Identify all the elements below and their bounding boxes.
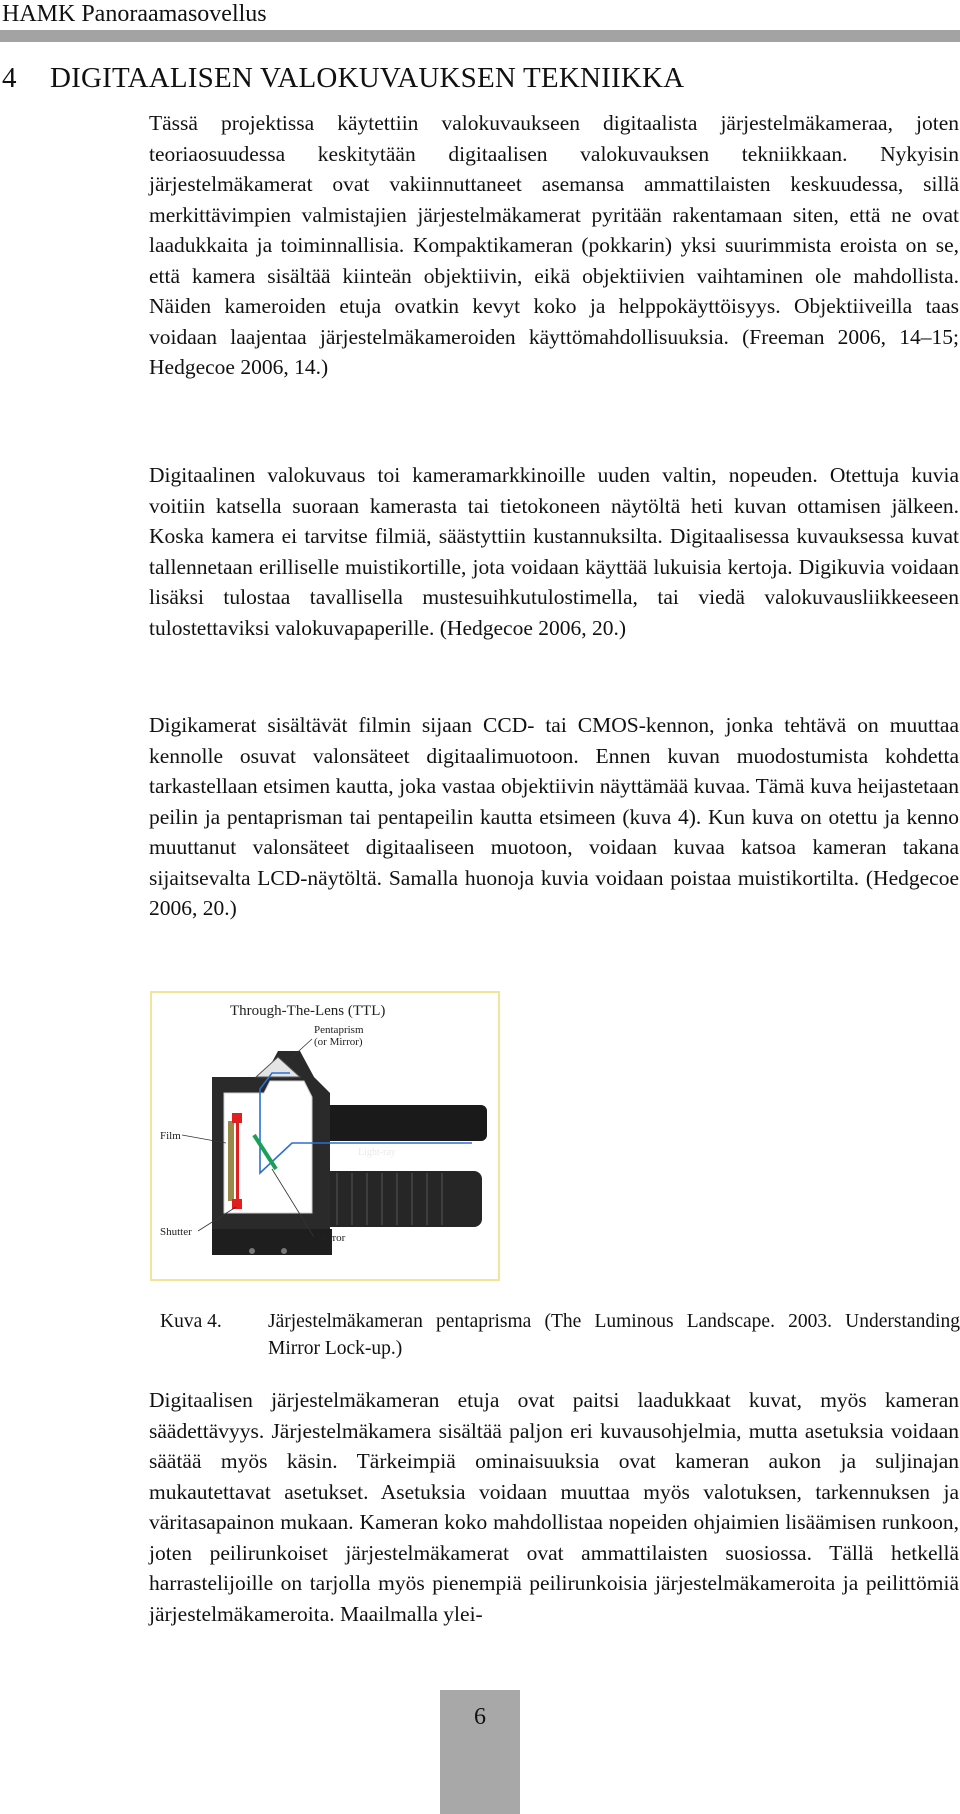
- caption-label: Kuva 4.: [160, 1311, 222, 1332]
- lens-barrel: [322, 1171, 482, 1227]
- camera-grip: [212, 1229, 332, 1255]
- film-element: [228, 1121, 234, 1201]
- document-title: HAMK Panoraamasovellus: [2, 1, 267, 27]
- paragraph-2: Digitaalinen valokuvaus toi kameramarkkinoille uuden valtin, nopeuden. Otettuja kuvia voitiin katsella suoraan kamerasta tai tietokoneen näytöltä heti kuvan ottamisen jälkeen. Koska kamera ei tarvitse filmiä, säästyttiin kustannuksilta. Digitaalisessa kuvauksessa kuvat tallennetaan erilliselle muistikortille, jota voidaan käyttää lukuisia kertoja. Digikuvia voidaan lisäksi tulostaa tavallisella mustesuihkutulostimella, tai viedä valokuvausliikkeeseen tulostettaviksi valokuvapaperille. (Hedgecoe 2006, 20.): [149, 463, 959, 640]
- shutter-element: [236, 1117, 239, 1205]
- label-light-ray: Light-ray: [358, 1147, 396, 1158]
- label-shutter: Shutter: [160, 1226, 192, 1238]
- camera-diagram: [152, 993, 498, 1279]
- caption-text: Järjestelmäkameran pentaprisma (The Luminous Landscape. 2003. Understanding Mirror Lock-up.): [268, 1311, 960, 1359]
- header-rule: [0, 30, 960, 42]
- label-mirror: Mirror: [316, 1232, 346, 1244]
- page-number: 6: [474, 1704, 486, 1730]
- paragraph-3: Digikamerat sisältävät filmin sijaan CCD- tai CMOS-kennon, jonka tehtävä on muuttaa kennolle osuvat valonsäteet digitaalimuotoon. Ennen kuvan muodostumista kohdetta tarkastellaan etsimen kautta, joka vastaa objektiivin näyttämää kuvaa. Tämä kuva heijastetaan peilin ja pentaprisman tai pentapeilin kautta etsimeen (kuva 4). Kun kuva on otettu ja kenno muuttanut valonsäteet digitaaliseen muotoon, voidaan kuvaa katsoa kameran takana sijaitsevalta LCD-näytöltä. Samalla huonoja kuvia voidaan poistaa muistikortilta. (Hedgecoe 2006, 20.): [149, 713, 959, 920]
- chapter-title: DIGITAALISEN VALOKUVAUKSEN TEKNIIKKA: [50, 62, 685, 94]
- label-film: Film: [160, 1130, 181, 1142]
- ttl-camera-figure: [150, 991, 500, 1281]
- lens-front: [317, 1105, 487, 1141]
- paragraph-4: Digitaalisen järjestelmäkameran etuja ovat paitsi laadukkaat kuvat, myös kameran säädettävyys. Järjestelmäkamera sisältää paljon eri kuvausohjelmia, mutta asetuksia voidaan säätää myös käsin. Tärkeimpiä ominaisuuksia ovat kameran aukon ja suljinajan mukautettavat asetukset. Asetuksia voidaan muuttaa myös valotuksen, tarkennuksen ja väritasapainon mukaan. Kameran koko mahdollistaa nopeiden ohjaimien lisäämisen runkoon, joten peilirunkoiset järjestelmäkamerat ovat ammattilaisten suosiossa. Tällä hetkellä harrastelijoille on tarjolla myös pienempiä peilirunkoisia järjestelmäkameroita ja peilittömiä järjestelmäkameroita. Maailmalla ylei-: [149, 1388, 959, 1626]
- page-header: [0, 0, 960, 44]
- page-number-box: [440, 1690, 520, 1814]
- paragraph-1: Tässä projektissa käytettiin valokuvaukseen digitaalista järjestelmäkameraa, joten teoriaosuudessa keskitytään digitaalisen valokuvauksen tekniikkaan. Nykyisin järjestelmäkamerat ovat vakiinnuttaneet asemansa ammattilaisten keskuudessa, sillä merkittävimpien valmistajien järjestelmäkamerat pyritään rakentamaan siten, että ne ovat laadukkaita ja toiminnallisia. Kompaktikameran (pokkarin) yksi suurimmista eroista on se, että kamera sisältää kiinteän objektiivin, eikä objektiivien vaihtaminen ole mahdollista. Näiden kameroiden etuja ovatkin kevyt koko ja helppokäyttöisyys. Objektiiveilla taas voidaan laajentaa järjestelmäkameroiden käyttömahdollisuuksia. (Freeman 2006, 14–15; Hedgecoe 2006, 14.): [149, 111, 959, 379]
- chapter-heading: [2, 60, 684, 96]
- chapter-number: 4: [2, 62, 17, 94]
- figure-title: Through-The-Lens (TTL): [230, 1003, 386, 1019]
- label-pentaprism: Pentaprism: [314, 1024, 364, 1036]
- label-or-mirror: (or Mirror): [314, 1036, 363, 1048]
